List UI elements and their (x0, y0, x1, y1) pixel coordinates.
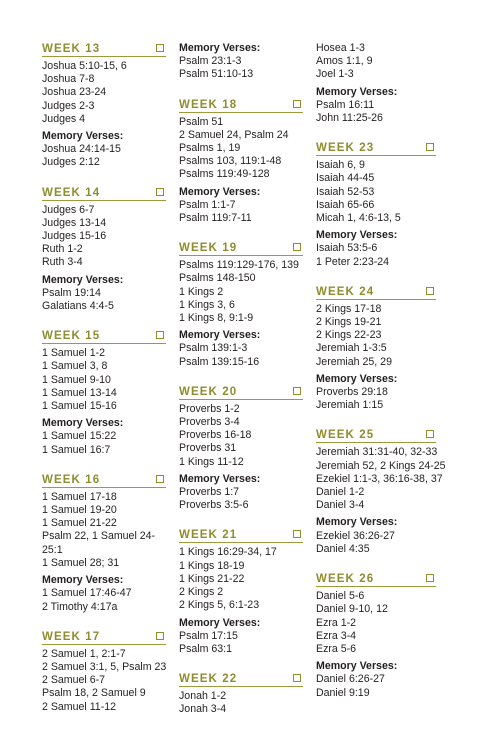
week-block (316, 572, 436, 700)
week-checkbox[interactable] (156, 44, 164, 52)
week-checkbox[interactable] (156, 331, 164, 339)
reading: Judges 15-16 (42, 230, 107, 243)
week-checkbox[interactable] (426, 574, 434, 582)
memory-verses-label: Memory Verses: (316, 85, 398, 98)
reading: Jonah 3-4 (179, 703, 227, 716)
reading: Isaiah 65-66 (316, 198, 375, 211)
week-header (316, 141, 436, 156)
reading: 2 Kings 17-18 (316, 302, 382, 315)
memory-verse: Daniel 4:35 (316, 542, 370, 555)
memory-verse: John 11:25-26 (316, 112, 383, 125)
memory-verses-label: Memory Verses: (179, 329, 261, 342)
week-block (42, 630, 166, 714)
memory-verse: Proverbs 3:5-6 (179, 499, 249, 512)
reading: 1 Samuel 28; 31 (42, 556, 120, 569)
reading: 2 Kings 19-21 (316, 316, 382, 329)
reading: Joshua 23-24 (42, 86, 107, 99)
reading: Proverbs 1-2 (179, 402, 240, 415)
memory-verses-label: Memory Verses: (42, 130, 124, 143)
reading: Micah 1, 4:6-13, 5 (316, 212, 401, 225)
week-header (42, 473, 166, 488)
week-header (42, 186, 166, 201)
reading: Joshua 7-8 (42, 73, 95, 86)
reading: 1 Kings 3, 6 (179, 298, 235, 311)
reading: Daniel 5-6 (316, 590, 365, 603)
reading: Daniel 1-2 (316, 486, 365, 499)
week-block (179, 385, 303, 513)
continued-block (316, 42, 436, 125)
memory-verse: Daniel 6:26-27 (316, 673, 385, 686)
week-block (42, 473, 166, 614)
week-header (42, 630, 166, 645)
memory-verse: Proverbs 1:7 (179, 486, 240, 499)
memory-verse: 2 Timothy 4:17a (42, 600, 118, 613)
week-checkbox[interactable] (426, 430, 434, 438)
reading: Psalms 103, 119:1-48 (179, 155, 282, 168)
memory-verse: Psalm 23:1-3 (179, 55, 242, 68)
week-title: WEEK 25 (316, 429, 375, 442)
column-3 (316, 42, 446, 716)
memory-verse: Galatians 4:4-5 (42, 300, 114, 313)
week-block (179, 672, 303, 716)
reading: 2 Kings 5, 6:1-23 (179, 599, 260, 612)
week-title: WEEK 18 (179, 98, 238, 111)
week-header (42, 329, 166, 344)
reading: Psalms 1, 19 (179, 142, 241, 155)
week-block (316, 428, 446, 556)
week-title: WEEK 21 (179, 529, 238, 542)
week-header (179, 98, 303, 113)
reading: Psalms 119:129-176, 139 (179, 259, 299, 272)
week-title: WEEK 14 (42, 186, 101, 199)
memory-verse: Proverbs 29:18 (316, 386, 388, 399)
week-header (316, 572, 436, 587)
reading: 2 Samuel 24, Psalm 24 (179, 128, 289, 141)
week-block (316, 141, 436, 269)
memory-verses-label: Memory Verses: (179, 472, 261, 485)
week-block (179, 241, 303, 369)
reading: 1 Samuel 17-18 (42, 490, 117, 503)
memory-verse: Daniel 9:19 (316, 686, 370, 699)
reading: 2 Samuel 1, 2:1-7 (42, 647, 126, 660)
reading: 1 Samuel 13-14 (42, 386, 117, 399)
reading: Ruth 1-2 (42, 243, 83, 256)
memory-verse: Ezekiel 36:26-27 (316, 529, 395, 542)
week-header (179, 672, 303, 687)
week-checkbox[interactable] (293, 243, 301, 251)
week-checkbox[interactable] (156, 188, 164, 196)
memory-verse: Psalm 1:1-7 (179, 198, 236, 211)
week-block (179, 528, 303, 656)
reading: Ezra 5-6 (316, 642, 357, 655)
week-title: WEEK 23 (316, 142, 375, 155)
reading: Joel 1-3 (316, 68, 354, 81)
memory-verse: 1 Peter 2:23-24 (316, 255, 390, 268)
reading: 1 Samuel 1-2 (42, 347, 106, 360)
reading: 1 Kings 8, 9:1-9 (179, 312, 254, 325)
week-checkbox[interactable] (426, 287, 434, 295)
week-block (42, 42, 166, 170)
week-checkbox[interactable] (293, 530, 301, 538)
memory-verses-label: Memory Verses: (316, 372, 398, 385)
reading: Proverbs 16-18 (179, 429, 252, 442)
reading: 1 Kings 11-12 (179, 455, 244, 468)
memory-verses-label: Memory Verses: (179, 185, 261, 198)
reading: Judges 6-7 (42, 203, 95, 216)
reading: Ezra 3-4 (316, 629, 357, 642)
week-header (179, 528, 303, 543)
week-header (316, 428, 436, 443)
week-title: WEEK 15 (42, 330, 101, 343)
reading: Judges 13-14 (42, 216, 107, 229)
reading: 1 Kings 16:29-34, 17 (179, 546, 277, 559)
memory-verse: Psalm 63:1 (179, 642, 232, 655)
reading: Jonah 1-2 (179, 690, 227, 703)
column-2 (179, 42, 303, 733)
memory-verse: Psalm 19:14 (42, 286, 101, 299)
week-title: WEEK 19 (179, 242, 238, 255)
column-1 (42, 42, 166, 730)
reading: Proverbs 3-4 (179, 416, 240, 429)
reading: 2 Kings 22-23 (316, 329, 382, 342)
reading: 1 Kings 2 (179, 285, 224, 298)
reading: Judges 2-3 (42, 99, 95, 112)
reading: Hosea 1-3 (316, 42, 365, 54)
week-header (179, 241, 303, 256)
reading: 1 Samuel 9-10 (42, 373, 111, 386)
week-checkbox[interactable] (156, 632, 164, 640)
reading: Amos 1:1, 9 (316, 55, 373, 68)
memory-verse: Psalm 139:15-16 (179, 355, 260, 368)
reading: Ezra 1-2 (316, 616, 357, 629)
memory-verse: Psalm 139:1-3 (179, 342, 248, 355)
week-title: WEEK 20 (179, 385, 238, 398)
reading: Isaiah 44-45 (316, 172, 375, 185)
memory-verses-label: Memory Verses: (42, 417, 124, 430)
reading: Jeremiah 25, 29 (316, 355, 392, 368)
week-header (179, 385, 303, 400)
reading: Judges 4 (42, 112, 85, 125)
week-header (316, 285, 436, 300)
reading: Psalm 18, 2 Samuel 9 (42, 687, 146, 700)
memory-verse: 1 Samuel 15:22 (42, 430, 117, 443)
week-block (179, 98, 303, 226)
memory-verse: Psalm 119:7-11 (179, 212, 252, 225)
week-header (42, 42, 166, 57)
week-checkbox[interactable] (426, 143, 434, 151)
week-checkbox[interactable] (293, 387, 301, 395)
memory-verses-label: Memory Verses: (179, 42, 261, 54)
week-title: WEEK 22 (179, 673, 238, 686)
reading: Joshua 5:10-15, 6 (42, 60, 127, 72)
memory-verse: Psalm 17:15 (179, 629, 238, 642)
memory-verse: Jeremiah 1:15 (316, 399, 384, 412)
reading: Proverbs 31 (179, 442, 237, 455)
reading: Ruth 3-4 (42, 256, 83, 269)
reading: 2 Samuel 6-7 (42, 674, 106, 687)
week-title: WEEK 24 (316, 285, 375, 298)
week-title: WEEK 17 (42, 630, 101, 643)
reading: Psalm 51 (179, 115, 224, 128)
week-title: WEEK 26 (316, 573, 375, 586)
week-block (42, 186, 166, 314)
memory-verses-label: Memory Verses: (179, 616, 261, 629)
week-title: WEEK 13 (42, 43, 101, 55)
reading: Jeremiah 31:31-40, 32-33 (316, 446, 438, 459)
memory-verses-label: Memory Verses: (316, 660, 398, 673)
reading: Daniel 3-4 (316, 499, 365, 512)
reading: 1 Samuel 15-16 (42, 400, 117, 413)
reading: 2 Samuel 3:1, 5, Psalm 23 (42, 660, 167, 673)
memory-verse: Isaiah 53:5-6 (316, 242, 378, 255)
memory-verse: Joshua 24:14-15 (42, 143, 121, 156)
reading: 1 Kings 18-19 (179, 559, 245, 572)
reading: Psalm 22, 1 Samuel 24-25:1 (42, 530, 156, 556)
memory-verse: 1 Samuel 16:7 (42, 443, 111, 456)
week-block (42, 329, 166, 457)
week-title: WEEK 16 (42, 473, 101, 486)
reading: Daniel 9-10, 12 (316, 603, 388, 616)
reading: Ezekiel 1:1-3, 36:16-38, 37 (316, 472, 443, 485)
reading: Psalms 119:49-128 (179, 168, 270, 181)
reading: 2 Samuel 11-12 (42, 700, 117, 713)
reading: 2 Kings 2 (179, 586, 224, 599)
reading: Isaiah 52-53 (316, 185, 375, 198)
memory-verses-label: Memory Verses: (42, 273, 124, 286)
memory-verses-label: Memory Verses: (316, 229, 398, 242)
memory-verse: Psalm 51:10-13 (179, 68, 254, 81)
memory-verse: Psalm 16:11 (316, 98, 375, 111)
reading: 1 Samuel 19-20 (42, 504, 117, 517)
memory-verses-label: Memory Verses: (316, 516, 398, 529)
reading: Jeremiah 1-3:5 (316, 342, 387, 355)
memory-verses-label: Memory Verses: (42, 574, 124, 587)
reading: Psalms 148-150 (179, 272, 256, 285)
week-checkbox[interactable] (293, 100, 301, 108)
reading: Isaiah 6, 9 (316, 159, 365, 172)
reading: Jeremiah 52, 2 Kings 24-25 (316, 459, 446, 472)
reading: 1 Kings 21-22 (179, 572, 245, 585)
week-block (316, 285, 436, 413)
continued-block (179, 42, 303, 82)
week-checkbox[interactable] (293, 674, 301, 682)
reading: 1 Samuel 3, 8 (42, 360, 108, 373)
memory-verse: 1 Samuel 17:46-47 (42, 587, 132, 600)
memory-verse: Judges 2:12 (42, 156, 100, 169)
reading: 1 Samuel 21-22 (42, 517, 117, 530)
week-checkbox[interactable] (156, 475, 164, 483)
